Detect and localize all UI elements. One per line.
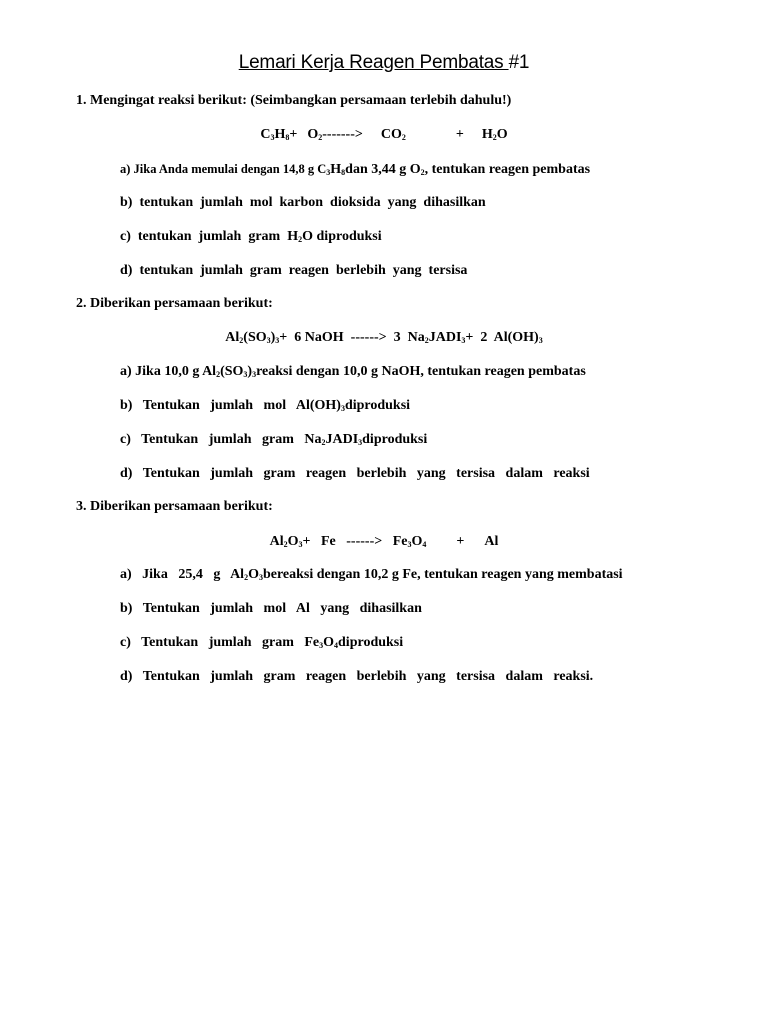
q2-part-c: c) Tentukan jumlah gram $Na_2JADI_3diproduksi$ [120,432,428,447]
q3-part-a: a) Jika 25,4 g $Al_2O_3bereaksi$ dengan 10,2 g Fe, tentukan reagen yang membatasi [120,567,623,582]
page-title [0,52,768,74]
title-number: #1 [508,52,530,73]
q2-part-a: a) Jika 10,0 g $Al_2(SO_3)_3reaksi$ dengan 10,0 g NaOH, tentukan reagen pembatas [120,364,586,379]
q1-part-c: c) tentukan jumlah gram $H_2O$ diproduksi [120,229,382,244]
q1-equation: $C_3H_8+ O_2-------> CO_2 + H_2O$ [260,127,508,142]
q3-part-c: c) Tentukan jumlah gram $Fe_3O_4diproduksi$ [120,635,404,650]
q1-part-d: d) tentukan jumlah gram reagen berlebih yang tersisa [120,263,468,278]
q1-stem: 1. Mengingat reaksi berikut: (Seimbangkan persamaan terlebih dahulu!) [76,93,512,108]
q3-stem: 3. Diberikan persamaan berikut: [76,499,273,514]
q1-part-a: a) Jika Anda memulai dengan 14,8 g $C_3H_8dan$ 3,44 g $O_2$, tentukan reagen pembatas [120,162,591,177]
q2-part-b: b) Tentukan jumlah mol $Al(OH)_3diproduksi$ [120,398,411,413]
q2-equation: $Al_2(SO_3)_3+ 6$ NaOH ------> 3 $Na_2JADI_3+ 2$ $Al(OH)_3$ [225,330,543,345]
q3-part-b: b) Tentukan jumlah mol Al yang dihasilkan [120,601,422,616]
q2-part-d: d) Tentukan jumlah gram reagen berlebih yang tersisa dalam reaksi [120,466,590,481]
q3-equation: $Al_2O_3+ Fe$ ------> $Fe_3O_4 + Al$ [269,534,499,549]
q2-stem: 2. Diberikan persamaan berikut: [76,296,273,311]
q1-part-b: b) tentukan jumlah mol karbon dioksida yang dihasilkan [120,195,486,210]
q3-part-d: d) Tentukan jumlah gram reagen berlebih yang tersisa dalam reaksi. [120,669,594,684]
title-main: Lemari Kerja Reagen Pembatas [238,52,509,73]
